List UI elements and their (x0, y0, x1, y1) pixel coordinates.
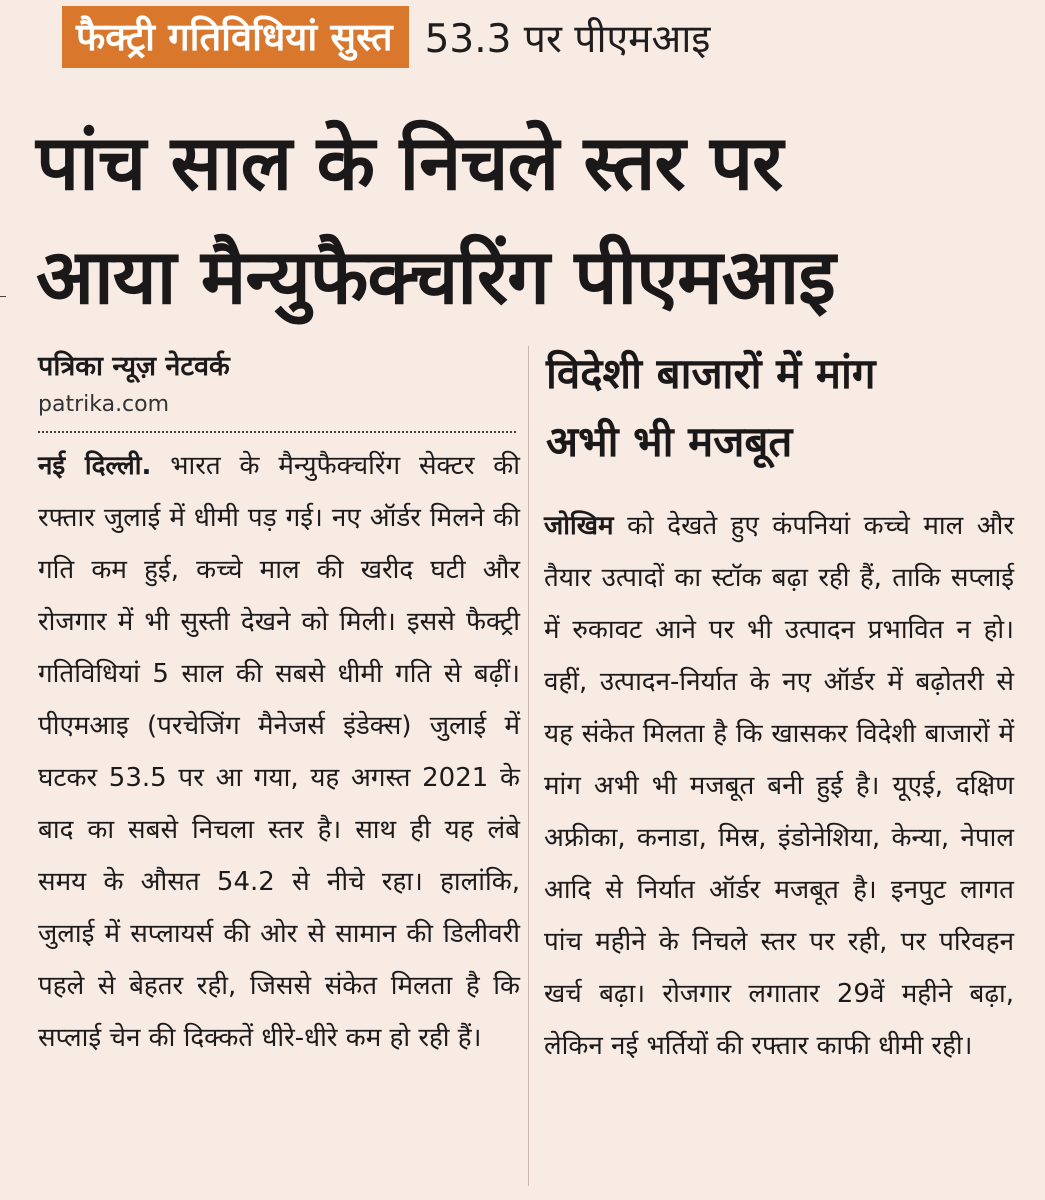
headline (36, 106, 1026, 334)
byline-rule (38, 431, 516, 433)
right-column-body (544, 500, 1014, 1072)
subhead-line-2: अभी भी मजबूत (546, 417, 793, 466)
byline: पत्रिका न्यूज़ नेटवर्क (38, 351, 230, 382)
column-divider (528, 346, 529, 1186)
kicker-tag: फैक्ट्री गतिविधियां सुस्त (62, 6, 409, 68)
headline-line-2: आया मैन्युफैक्चरिंग पीएमआइ (36, 232, 835, 321)
site-url: patrika.com (38, 392, 170, 417)
subhead (546, 340, 1016, 476)
lead-word: जोखिम (544, 511, 614, 541)
kicker-text: 53.3 पर पीएमआइ (424, 16, 711, 62)
right-column-text: को देखते हुए कंपनियां कच्चे माल और तैयार उत्पादों का स्टॉक बढ़ा रही हैं, ताकि सप्लाई में रुकावट आने पर भी उत्पादन प्रभावित न हो। वहीं, उत्पादन-निर्यात के नए ऑर्डर में बढ़ोतरी से यह संकेत मिलता है कि खासकर विदेशी बाजारों में मांग अभी भी मजबूत बनी हुई है। यूएई, दक्षिण अफ्रीका, कनाडा, मिस्र, इंडोनेशिया, केन्या, नेपाल आदि से निर्यात ऑर्डर मजबूत है। इनपुट लागत पांच महीने के निचले स्तर पर रही, पर परिवहन खर्च बढ़ा। रोजगार लगातार 29वें महीने बढ़ा, लेकिन नई भर्तियों की रफ्तार काफी धीमी रही। (544, 511, 1014, 1061)
subhead-line-1: विदेशी बाजारों में मांग (546, 349, 876, 398)
headline-line-1: पांच साल के निचले स्तर पर (36, 118, 783, 207)
left-column-text: भारत के मैन्युफैक्चरिंग सेक्टर की रफ्तार जुलाई में धीमी पड़ गई। नए ऑर्डर मिलने की गति कम हुई, कच्चे माल की खरीद घटी और रोजगार में भी सुस्ती देखने को मिली। इससे फैक्ट्री गतिविधियां 5 साल की सबसे धीमी गति से बढ़ीं। पीएमआइ (परचेजिंग मैनेजर्स इंडेक्स) जुलाई में घटकर 53.5 पर आ गया, यह अगस्त 2021 के बाद का सबसे निचला स्तर है। साथ ही यह लंबे समय के औसत 54.2 से नीचे रहा। हालांकि, जुलाई में सप्लायर्स की ओर से सामान की डिलीवरी पहले से बेहतर रही, जिससे संकेत मिलता है कि सप्लाई चेन की दिक्कतें धीरे-धीरे कम हो रही हैं। (38, 451, 520, 1053)
kicker-row (62, 4, 710, 70)
dateline: नई दिल्ली. (38, 451, 152, 481)
edge-mark (0, 296, 6, 297)
left-column-body (38, 440, 520, 1064)
